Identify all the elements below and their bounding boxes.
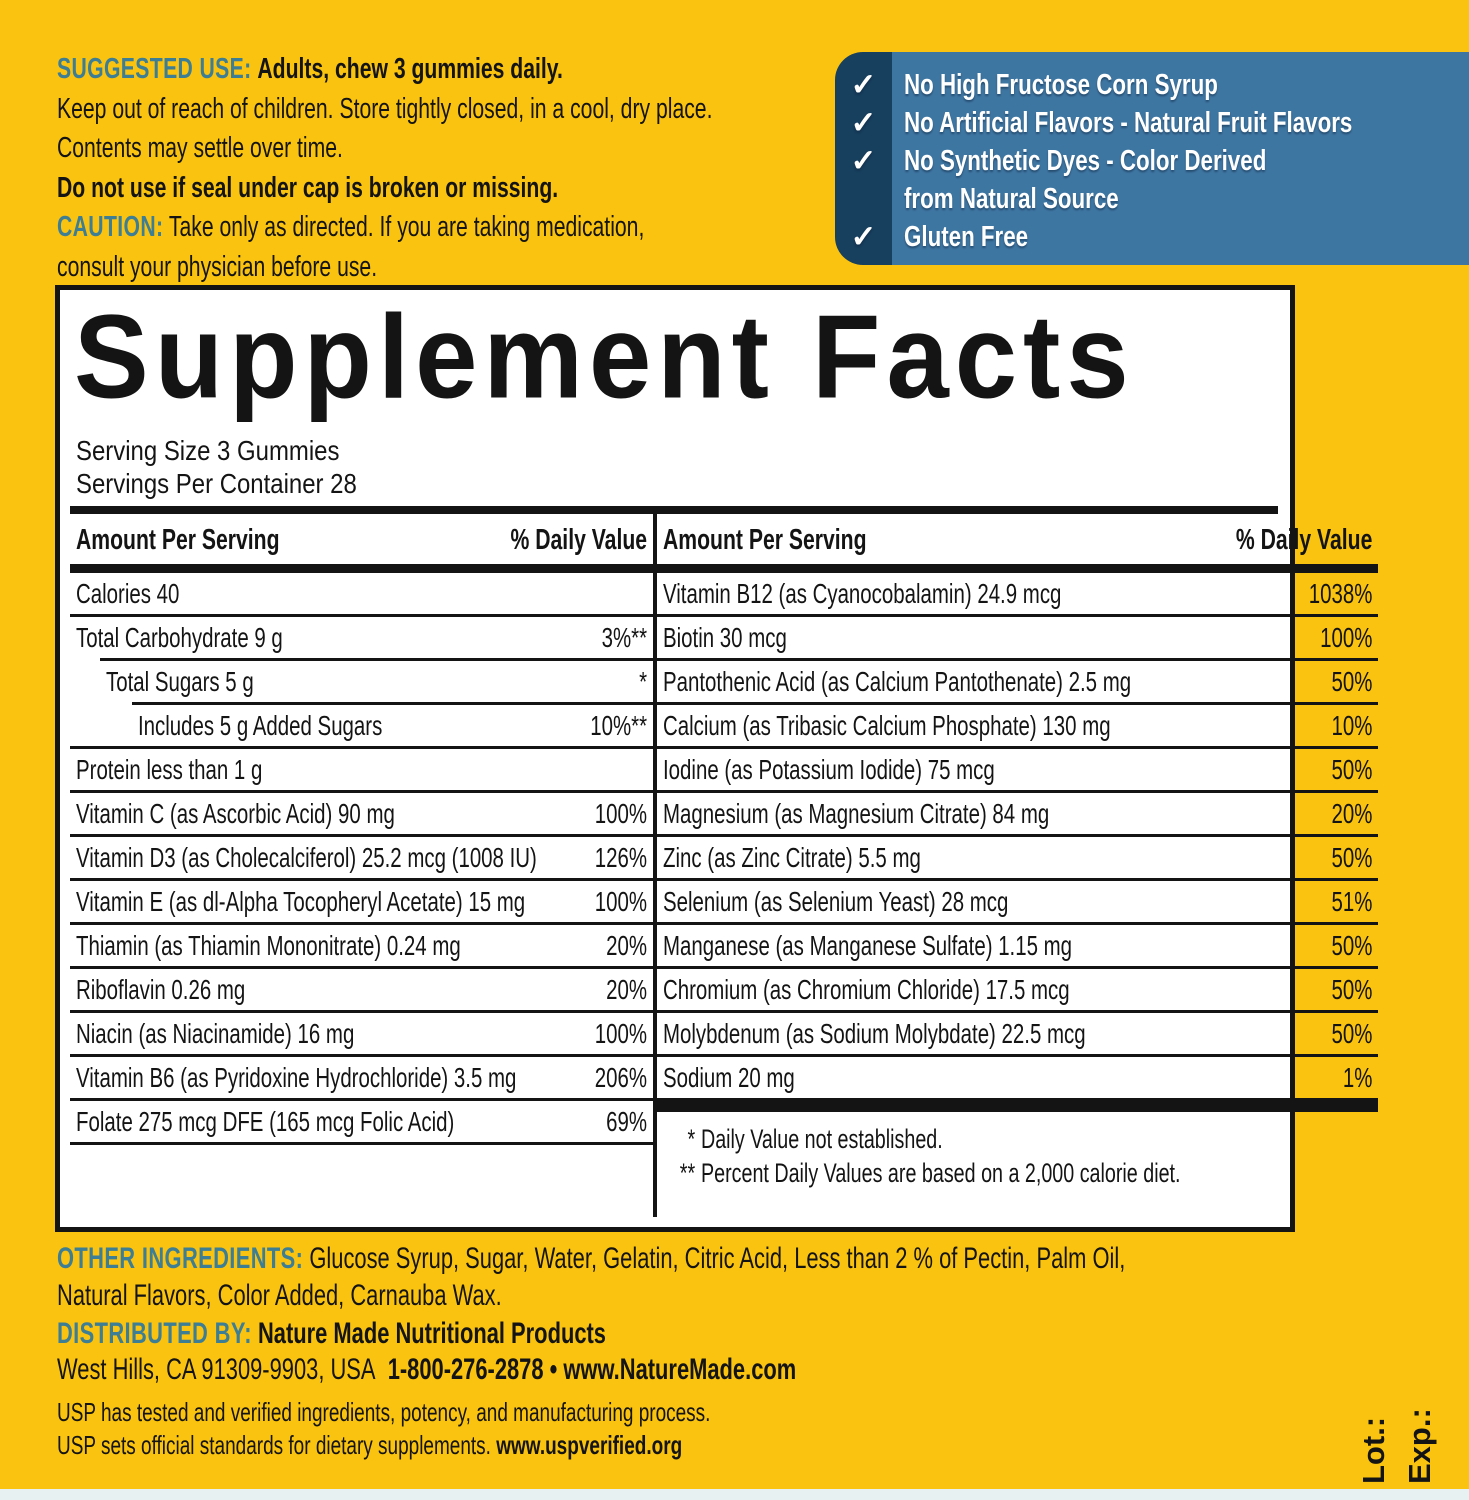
claim-text: No Synthetic Dyes - Color Derived bbox=[904, 145, 1267, 177]
table-row bbox=[132, 702, 653, 746]
nutrient-dv: 3%** bbox=[601, 622, 648, 653]
nutrient-dv: 206% bbox=[594, 1062, 648, 1093]
settle-line: Contents may settle over time. bbox=[57, 132, 343, 164]
checkmark-icon: ✓ bbox=[850, 143, 877, 178]
usp-section bbox=[57, 1396, 1357, 1462]
nutrient-label: Protein less than 1 g bbox=[76, 754, 263, 785]
suggested-use-text: Adults, chew 3 gummies daily. bbox=[257, 53, 563, 85]
supplement-facts-panel bbox=[55, 285, 1373, 1232]
nutrient-label: Vitamin B12 (as Cyanocobalamin) 24.9 mcg bbox=[663, 578, 1062, 609]
checkmark-icon: ✓ bbox=[850, 219, 877, 254]
header-amount: Amount Per Serving bbox=[76, 524, 280, 556]
nutrient-dv: 50% bbox=[1331, 930, 1373, 961]
nutrient-label: Calcium (as Tribasic Calcium Phosphate) 130 mg bbox=[663, 710, 1111, 741]
other-ingredients-label: OTHER INGREDIENTS: bbox=[57, 1242, 304, 1275]
distributor-name: Nature Made Nutritional Products bbox=[257, 1317, 606, 1350]
suggested-use-label: SUGGESTED USE: bbox=[57, 53, 252, 85]
nutrient-dv: 20% bbox=[606, 974, 648, 1005]
nutrient-label: Iodine (as Potassium Iodide) 75 mcg bbox=[663, 754, 995, 785]
footnote-percent-dv bbox=[663, 1156, 1372, 1190]
table-row bbox=[657, 746, 1378, 790]
claim-item bbox=[835, 142, 1469, 218]
nutrient-label: Manganese (as Manganese Sulfate) 1.15 mg bbox=[663, 930, 1073, 961]
nutrient-dv: 1% bbox=[1342, 1062, 1373, 1093]
header-daily-value: % Daily Value bbox=[510, 524, 648, 556]
facts-column-right bbox=[657, 514, 1378, 1217]
nutrient-dv: 50% bbox=[1331, 754, 1373, 785]
nutrient-label: Vitamin B6 (as Pyridoxine Hydrochloride) 3.5 mg bbox=[76, 1062, 517, 1093]
table-row bbox=[70, 1098, 653, 1145]
nutrient-label: Chromium (as Chromium Chloride) 17.5 mcg bbox=[663, 974, 1070, 1005]
nutrient-dv: 100% bbox=[594, 886, 648, 917]
nutrient-label: Includes 5 g Added Sugars bbox=[138, 710, 383, 741]
nutrient-label: Niacin (as Niacinamide) 16 mg bbox=[76, 1018, 355, 1049]
table-row bbox=[70, 746, 653, 790]
nutrient-dv: 10% bbox=[1331, 710, 1373, 741]
table-row bbox=[70, 614, 653, 658]
other-ingredients-section bbox=[57, 1240, 1357, 1314]
table-row bbox=[657, 658, 1378, 702]
table-row bbox=[70, 573, 653, 614]
distributor-section bbox=[57, 1316, 1357, 1388]
distributed-by-label: DISTRIBUTED BY: bbox=[57, 1317, 252, 1350]
caution-line-2: consult your physician before use. bbox=[57, 250, 378, 283]
nutrient-label: Vitamin C (as Ascorbic Acid) 90 mg bbox=[76, 798, 395, 829]
nutrient-label: Folate 275 mcg DFE (165 mcg Folic Acid) bbox=[76, 1106, 455, 1137]
footnote-asterisk: ** bbox=[679, 1158, 696, 1188]
nutrient-dv: 50% bbox=[1331, 842, 1373, 873]
table-row bbox=[657, 878, 1378, 922]
nutrient-dv: 50% bbox=[1331, 974, 1373, 1005]
nutrient-label: Total Sugars 5 g bbox=[106, 666, 254, 697]
claim-text: No Artificial Flavors - Natural Fruit Flavors bbox=[904, 107, 1353, 139]
footnote-text: Daily Value not established. bbox=[700, 1124, 943, 1154]
storage-line: Keep out of reach of children. Store tightly closed, in a cool, dry place. bbox=[57, 92, 713, 125]
panel-title: Supplement Facts bbox=[74, 290, 1135, 424]
claim-text: No High Fructose Corn Syrup bbox=[904, 69, 1218, 101]
nutrient-dv: 50% bbox=[1331, 666, 1373, 697]
usp-link: www.uspverified.org bbox=[496, 1430, 683, 1460]
table-row bbox=[70, 1010, 653, 1054]
nutrient-label: Calories 40 bbox=[76, 578, 180, 609]
table-row bbox=[657, 922, 1378, 966]
table-row bbox=[70, 878, 653, 922]
facts-columns bbox=[70, 506, 1373, 1217]
footnotes bbox=[657, 1098, 1378, 1190]
table-row bbox=[657, 573, 1378, 614]
distributor-address: West Hills, CA 91309-9903, USA bbox=[57, 1353, 376, 1386]
caution-line bbox=[57, 208, 857, 248]
nutrient-dv: * bbox=[639, 666, 648, 697]
checkmark-icon: ✓ bbox=[850, 67, 877, 102]
table-row bbox=[70, 1054, 653, 1098]
servings-per-container: Servings Per Container 28 bbox=[76, 468, 357, 499]
suggested-use-line bbox=[57, 50, 857, 90]
claim-text: Gluten Free bbox=[904, 221, 1029, 253]
caution-label: CAUTION: bbox=[57, 211, 164, 243]
table-row bbox=[70, 966, 653, 1010]
claim-text-line2: from Natural Source bbox=[904, 183, 1119, 215]
table-row bbox=[657, 1010, 1378, 1054]
other-ingredients-text: Glucose Syrup, Sugar, Water, Gelatin, Citric Acid, Less than 2 % of Pectin, Palm Oil, bbox=[309, 1242, 1126, 1275]
table-row bbox=[100, 658, 653, 702]
nutrient-dv: 100% bbox=[1320, 622, 1373, 653]
table-row bbox=[657, 702, 1378, 746]
exp-label: Exp.: bbox=[1402, 1408, 1437, 1484]
nutrient-dv: 50% bbox=[1331, 1018, 1373, 1049]
other-ingredients-line1 bbox=[57, 1240, 1357, 1277]
distributor-line1 bbox=[57, 1316, 1357, 1352]
nutrient-label: Molybdenum (as Sodium Molybdate) 22.5 mcg bbox=[663, 1018, 1086, 1049]
table-row bbox=[657, 614, 1378, 658]
nutrient-label: Selenium (as Selenium Yeast) 28 mcg bbox=[663, 886, 1009, 917]
distributor-contact: 1-800-276-2878 • www.NatureMade.com bbox=[387, 1353, 797, 1386]
lot-label: Lot.: bbox=[1356, 1416, 1391, 1484]
usp-standards-text: USP sets official standards for dietary supplements. bbox=[57, 1430, 491, 1460]
usage-section bbox=[57, 50, 857, 287]
nutrient-dv: 100% bbox=[594, 798, 648, 829]
label-bottom-edge bbox=[0, 1489, 1469, 1500]
nutrient-dv: 51% bbox=[1331, 886, 1373, 917]
footnote-text: Percent Daily Values are based on a 2,000 calorie diet. bbox=[700, 1158, 1181, 1188]
table-row bbox=[657, 966, 1378, 1010]
footnote-asterisk: * bbox=[687, 1124, 696, 1154]
usp-line1: USP has tested and verified ingredients, potency, and manufacturing process. bbox=[57, 1397, 711, 1427]
nutrient-label: Vitamin D3 (as Cholecalciferol) 25.2 mcg (1008 IU) bbox=[76, 842, 537, 873]
table-row bbox=[657, 834, 1378, 878]
checkmark-icon: ✓ bbox=[850, 105, 877, 140]
nutrient-dv: 10%** bbox=[590, 710, 648, 741]
table-row bbox=[70, 922, 653, 966]
nutrient-dv: 1038% bbox=[1308, 578, 1373, 609]
claim-item bbox=[835, 66, 1469, 104]
distributor-line2 bbox=[57, 1352, 1357, 1388]
claim-item bbox=[835, 218, 1469, 256]
table-row bbox=[70, 834, 653, 878]
nutrient-dv: 126% bbox=[594, 842, 648, 873]
footnote-dv-not-established bbox=[663, 1122, 1372, 1156]
nutrient-dv: 69% bbox=[606, 1106, 648, 1137]
other-ingredients-line2: Natural Flavors, Color Added, Carnauba Wax. bbox=[57, 1279, 502, 1312]
caution-text: Take only as directed. If you are taking medication, bbox=[168, 211, 645, 243]
nutrient-label: Magnesium (as Magnesium Citrate) 84 mg bbox=[663, 798, 1050, 829]
facts-column-left bbox=[70, 514, 657, 1217]
table-row bbox=[70, 790, 653, 834]
header-daily-value: % Daily Value bbox=[1235, 524, 1373, 556]
nutrient-label: Riboflavin 0.26 mg bbox=[76, 974, 246, 1005]
nutrient-label: Pantothenic Acid (as Calcium Pantothenate) 2.5 mg bbox=[663, 666, 1132, 697]
nutrient-label: Biotin 30 mcg bbox=[663, 622, 787, 653]
header-amount: Amount Per Serving bbox=[663, 524, 867, 556]
nutrient-dv: 20% bbox=[1331, 798, 1373, 829]
usp-line2 bbox=[57, 1429, 1357, 1462]
claims-callout bbox=[835, 52, 1469, 265]
column-header bbox=[657, 514, 1378, 573]
table-row bbox=[657, 790, 1378, 834]
nutrient-dv: 20% bbox=[606, 930, 648, 961]
nutrient-label: Thiamin (as Thiamin Mononitrate) 0.24 mg bbox=[76, 930, 461, 961]
claim-item bbox=[835, 104, 1469, 142]
column-header bbox=[70, 514, 653, 573]
serving-size: Serving Size 3 Gummies bbox=[76, 435, 340, 466]
nutrient-label: Sodium 20 mg bbox=[663, 1062, 795, 1093]
nutrient-label: Vitamin E (as dl-Alpha Tocopheryl Acetate) 15 mg bbox=[76, 886, 526, 917]
nutrient-label: Total Carbohydrate 9 g bbox=[76, 622, 283, 653]
nutrient-dv: 100% bbox=[594, 1018, 648, 1049]
seal-warning-line: Do not use if seal under cap is broken or missing. bbox=[57, 171, 559, 204]
table-row bbox=[657, 1054, 1378, 1098]
nutrient-label: Zinc (as Zinc Citrate) 5.5 mg bbox=[663, 842, 921, 873]
